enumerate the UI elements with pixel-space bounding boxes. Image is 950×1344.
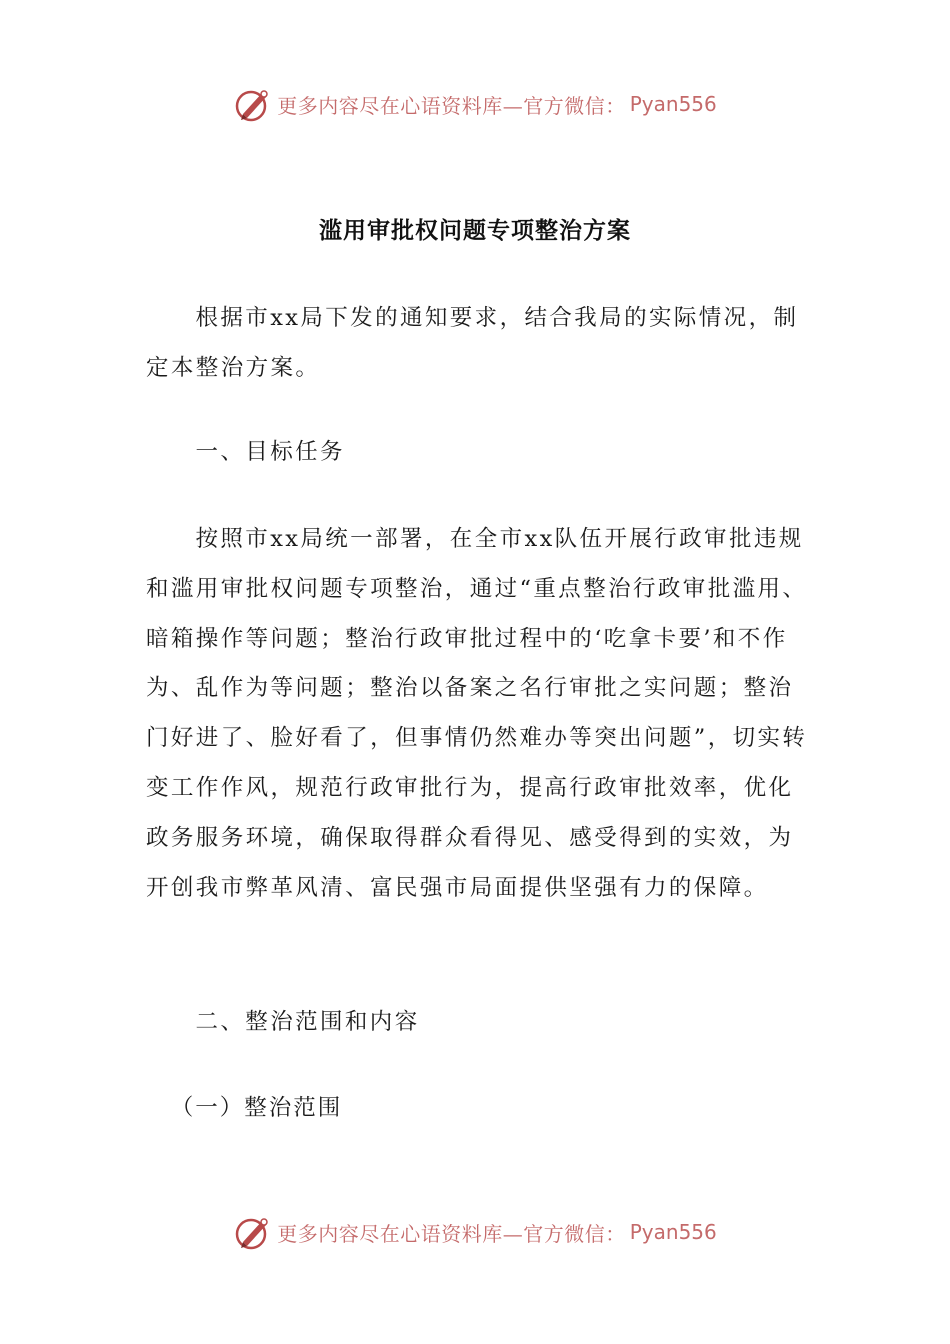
section2-heading: 二、整治范围和内容 xyxy=(195,1009,420,1035)
intro-paragraph: 根据市xx局下发的通知要求，结合我局的实际情况，制定本整治方案。 xyxy=(146,305,799,381)
watermark-banner-bottom xyxy=(0,1210,950,1254)
watermark-text: 更多内容尽在心语资料库—官方微信： xyxy=(277,1221,626,1246)
watermark-wechat-id: Pyan556 xyxy=(629,92,717,116)
watermark-text: 更多内容尽在心语资料库—官方微信： xyxy=(277,93,626,118)
section1-heading: 一、目标任务 xyxy=(195,439,345,465)
subsection1-heading: （一）整治范围 xyxy=(170,1095,343,1121)
watermark-banner-top xyxy=(0,82,950,126)
pen-logo-icon xyxy=(233,1212,273,1252)
pen-logo-icon xyxy=(233,84,273,124)
section1-body: 按照市xx局统一部署，在全市xx队伍开展行政审批违规和滥用审批权问题专项整治，通过“重点整治行政审批滥用、暗箱操作等问题；整治行政审批过程中的‘吃拿卡要’和不作为、乱作为等问题；整治以备案之名行审批之实问题；整治门好进了、脸好看了，但事情仍然难办等突出问题”，切实转变工作作风，规范行政审批行为，提高行政审批效率，优化政务服务环境，确保取得群众看得见、感受得到的实效，为开创我市弊革风清、富民强市局面提供坚强有力的保障。 xyxy=(146,526,808,901)
document-title: 滥用审批权问题专项整治方案 xyxy=(319,217,631,244)
watermark-wechat-id: Pyan556 xyxy=(629,1220,717,1244)
